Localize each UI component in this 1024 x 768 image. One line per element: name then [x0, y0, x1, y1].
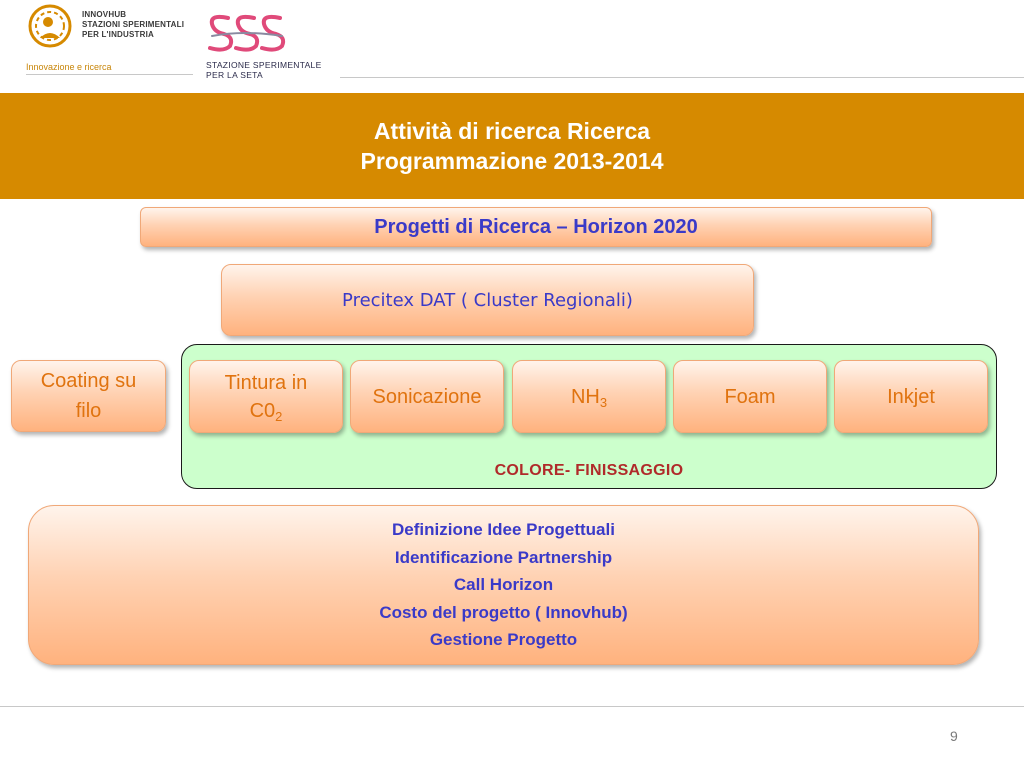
slide-title-line1: Attività di ricerca Ricerca — [373, 118, 651, 144]
header-divider-right — [340, 77, 1024, 78]
sss-mark-icon — [204, 10, 288, 56]
slide-title — [0, 93, 1024, 199]
innovhub-line3: PER L'INDUSTRIA — [82, 30, 155, 39]
definition-item: Call Horizon — [453, 575, 554, 595]
sss-name — [206, 60, 322, 80]
footer-divider — [0, 706, 1024, 707]
tintura-box — [189, 360, 343, 433]
inkjet-box: Inkjet — [834, 360, 988, 433]
sonicazione-box: Sonicazione — [350, 360, 504, 433]
foam-box: Foam — [673, 360, 827, 433]
definition-item: Gestione Progetto — [429, 630, 578, 650]
sss-line1: STAZIONE SPERIMENTALE — [206, 60, 322, 70]
innovhub-name — [82, 10, 184, 40]
coating-line1: Coating su — [40, 370, 137, 392]
definition-item: Costo del progetto ( Innovhub) — [379, 602, 628, 622]
innovhub-tagline: Innovazione e ricerca — [26, 62, 112, 72]
tintura-line1: Tintura in — [224, 371, 308, 394]
horizon-2020-box: Progetti di Ricerca – Horizon 2020 — [140, 207, 932, 247]
innovhub-line1: INNOVHUB — [82, 10, 127, 19]
nh3-box — [512, 360, 666, 433]
nh3-subscript: 3 — [599, 394, 608, 410]
precitex-box: Precitex DAT ( Cluster Regionali) — [221, 264, 754, 336]
coating-line2: filo — [75, 400, 102, 422]
definition-item: Definizione Idee Progettuali — [392, 520, 615, 540]
sss-logo — [204, 10, 344, 82]
coating-box — [11, 360, 166, 432]
header-divider-left — [26, 74, 193, 75]
page-number: 9 — [950, 728, 958, 744]
nh3-main: NH — [570, 385, 600, 408]
innovhub-logo — [26, 4, 196, 74]
definitions-box — [28, 505, 979, 665]
definition-item: Identificazione Partnership — [394, 547, 613, 567]
tintura-subscript: 2 — [275, 408, 283, 424]
colore-finissaggio-label: COLORE- FINISSAGGIO — [494, 462, 684, 479]
slide-title-line2: Programmazione 2013-2014 — [360, 148, 664, 174]
innovhub-line2: STAZIONI SPERIMENTALI — [82, 20, 185, 29]
tintura-line2: C0 — [249, 399, 276, 422]
sss-line2: PER LA SETA — [206, 70, 263, 80]
innovhub-emblem-icon — [26, 4, 74, 52]
